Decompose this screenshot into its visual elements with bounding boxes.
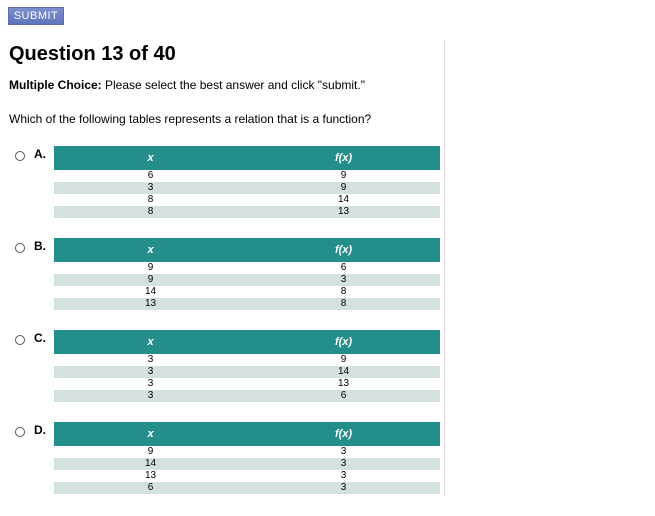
table-row xyxy=(54,458,440,470)
col-header-fx: f(x) xyxy=(247,238,440,262)
cell-x: 9 xyxy=(54,446,247,458)
option-a[interactable] xyxy=(0,146,444,236)
option-table xyxy=(54,422,440,494)
table-row xyxy=(54,366,440,378)
option-table xyxy=(54,238,440,310)
cell-x: 3 xyxy=(54,378,247,390)
table-row xyxy=(54,482,440,494)
cell-x: 8 xyxy=(54,206,247,218)
cell-fx: 13 xyxy=(247,378,440,390)
cell-x: 13 xyxy=(54,298,247,310)
cell-fx: 9 xyxy=(247,182,440,194)
table-row xyxy=(54,274,440,286)
option-letter: C. xyxy=(34,331,46,345)
cell-fx: 6 xyxy=(247,390,440,402)
col-header-fx: f(x) xyxy=(247,422,440,446)
cell-fx: 9 xyxy=(247,170,440,182)
table-row xyxy=(54,378,440,390)
instructions-label: Multiple Choice: xyxy=(9,78,102,92)
cell-x: 6 xyxy=(54,170,247,182)
instructions-text: Please select the best answer and click "submit." xyxy=(101,78,365,92)
instructions xyxy=(9,78,365,92)
col-header-x: x xyxy=(54,422,247,446)
option-c[interactable] xyxy=(0,330,444,420)
option-d[interactable] xyxy=(0,422,444,512)
question-prompt: Which of the following tables represents a relation that is a function? xyxy=(9,112,372,126)
cell-fx: 9 xyxy=(247,354,440,366)
cell-fx: 3 xyxy=(247,274,440,286)
table-row xyxy=(54,298,440,310)
cell-fx: 3 xyxy=(247,446,440,458)
submit-button[interactable]: SUBMIT xyxy=(8,7,64,25)
cell-x: 3 xyxy=(54,366,247,378)
radio-button-b[interactable] xyxy=(15,243,25,253)
cell-x: 3 xyxy=(54,390,247,402)
cell-x: 3 xyxy=(54,354,247,366)
cell-x: 14 xyxy=(54,458,247,470)
radio-button-d[interactable] xyxy=(15,427,25,437)
table-row xyxy=(54,286,440,298)
option-table xyxy=(54,146,440,218)
cell-fx: 8 xyxy=(247,286,440,298)
cell-fx: 3 xyxy=(247,482,440,494)
cell-x: 9 xyxy=(54,274,247,286)
option-letter: A. xyxy=(34,147,46,161)
table-row xyxy=(54,170,440,182)
cell-x: 9 xyxy=(54,262,247,274)
cell-fx: 3 xyxy=(247,470,440,482)
cell-fx: 13 xyxy=(247,206,440,218)
table-row xyxy=(54,194,440,206)
option-table xyxy=(54,330,440,402)
col-header-fx: f(x) xyxy=(247,146,440,170)
table-row xyxy=(54,182,440,194)
cell-fx: 14 xyxy=(247,366,440,378)
table-row xyxy=(54,354,440,366)
cell-fx: 6 xyxy=(247,262,440,274)
cell-x: 8 xyxy=(54,194,247,206)
cell-fx: 8 xyxy=(247,298,440,310)
table-row xyxy=(54,206,440,218)
option-letter: B. xyxy=(34,239,46,253)
option-letter: D. xyxy=(34,423,46,437)
table-row xyxy=(54,470,440,482)
radio-button-a[interactable] xyxy=(15,151,25,161)
question-title: Question 13 of 40 xyxy=(9,43,176,65)
cell-x: 14 xyxy=(54,286,247,298)
option-b[interactable] xyxy=(0,238,444,328)
col-header-x: x xyxy=(54,238,247,262)
cell-fx: 3 xyxy=(247,458,440,470)
cell-x: 13 xyxy=(54,470,247,482)
radio-button-c[interactable] xyxy=(15,335,25,345)
cell-x: 6 xyxy=(54,482,247,494)
col-header-x: x xyxy=(54,330,247,354)
table-row xyxy=(54,446,440,458)
cell-x: 3 xyxy=(54,182,247,194)
table-row xyxy=(54,262,440,274)
table-row xyxy=(54,390,440,402)
cell-fx: 14 xyxy=(247,194,440,206)
col-header-fx: f(x) xyxy=(247,330,440,354)
divider xyxy=(444,40,445,496)
col-header-x: x xyxy=(54,146,247,170)
